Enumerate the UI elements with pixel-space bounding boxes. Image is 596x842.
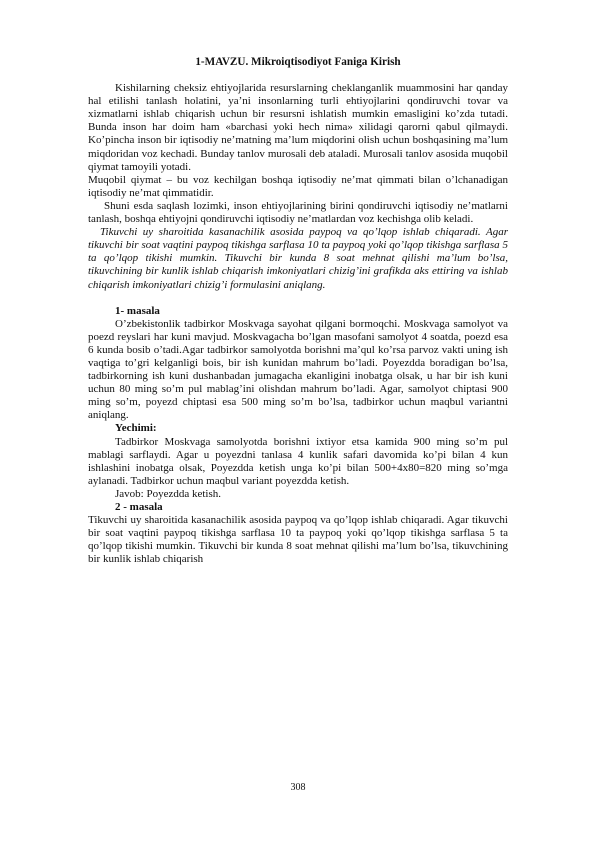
spacer — [88, 292, 508, 305]
paragraph-definition: Muqobil qiymat – bu voz kechilgan boshqa iqtisodiy ne’mat qimmati bilan o’lchanadigan iqtisodiy ne’mat qimmatidir. — [88, 173, 508, 199]
document-page — [88, 56, 508, 566]
paragraph-exercise-italic: Tikuvchi uy sharoitida kasanachilik asosida paypoq va qo’lqop ishlab chiqaradi. Agar tikuvchi bir soat vaqtini paypoq tikishga sarflasa 10 ta paypoq yoki qo’lqop tikishga sarflasa 5 ta qo’lqop tikishi mumkin. Tikuvchi bir kunda 8 soat mehnat qilishi ma’lum bo’lsa, tikuvchining bir kunlik ishlab chiqarish imkoniyatlari chizig’ini grafikda aks ettiring va ishlab chiqarish imkoniyatlari chizig’i formulasini aniqlang. — [88, 226, 508, 291]
problem-1-solution: Tadbirkor Moskvaga samolyotda borishni ixtiyor etsa kamida 900 ming so’m pul mablagi sarflaydi. Agar u poyezdni tanlasa 4 kunlik safari davomida ko’pi bilan 4 kun ishlashini inobatga olsak, Poyezdda ketish unga ko’pi bilan 500+4x80=820 ming so’mga aylanadi. Tadbirkor uchun maqbul variant poyezdda ketish. — [88, 435, 508, 487]
paragraph-intro: Kishilarning cheksiz ehtiyojlarida resurslarning cheklanganlik muammosini har qanday hal etilishi tanlash holatini, ya’ni insonlarning turli ehtiyojlarini qondiruvchi tovar va xizmatlarni ishlab chiqarish uchun bir resursni ishlatish mumkin emasligini ko’zda tutadi. Bunda inson har doim ham «barchasi yoki hech nima» xilidagi qarorni qabul qilmaydi. Ko’pincha inson bir iqtisodiy ne’matning ma’lum miqdorini olish uchun boshqasining ma’lum miqdoridan voz kechadi. Bunday tanlov murosali deb ataladi. Murosali tanlov asosida muqobil qiymat tamoyili yotadi. — [88, 82, 508, 173]
problem-1-solution-heading: Yechimi: — [115, 422, 157, 435]
problem-1-text: O’zbekistonlik tadbirkor Moskvaga sayohat qilgani bormoqchi. Moskvaga samolyot va poezd reyslari har kuni mavjud. Moskvagacha bo’lgan masofani samolyot 4 soatda, poezd esa 6 kunda bosib o’tadi.Agar tadbirkor samolyotda borishni ma’qul ko’rsa parvoz vakti uning ish vaqtiga to’gri kelganligi bois, bir ish kunidan mahrum bo’ladi. Poyezdda boradigan bo’lsa, tadbirkorning ish kuni dushanbadan jumagacha ekanligini inobatga olsak, u har bir ish kuni uchun 80 ming so’m pul mablag’ini olishdan mahrum bo’ladi. Agar, samolyot chiptasi 900 ming so’m, poyezd chiptasi esa 500 ming so’m bo’lsa, tadbirkor uchun maqbul variantni aniqlang. — [88, 317, 508, 422]
problem-2-text: Tikuvchi uy sharoitida kasanachilik asosida paypoq va qo’lqop ishlab chiqaradi. Agar tikuvchi bir soat vaqtini paypoq tikishga sarflasa 10 ta paypoq yoki qo’lqop tikishga sarflasa 5 ta qo’lqop tikishi mumkin. Tikuvchi bir kunda 8 soat mehnat qilishi ma’lum bo’lsa, tikuvchining bir kunlik ishlab chiqarish — [88, 514, 508, 566]
paragraph-choice: Shuni esda saqlash lozimki, inson ehtiyojlarining birini qondiruvchi iqtisodiy ne’matlarni tanlash, boshqa ehtiyojni qondiruvchi iqtisodiy ne’matlardan voz kechishga olib keladi. — [88, 199, 508, 226]
problem-1-heading: 1- masala — [115, 304, 160, 317]
page-number: 308 — [290, 782, 306, 793]
problem-2-heading: 2 - masala — [115, 501, 163, 513]
problem-1-answer: Javob: Poyezdda ketish. — [115, 487, 222, 500]
page-title: 1-MAVZU. Mikroiqtisodiyot Faniga Kirish — [195, 56, 401, 68]
